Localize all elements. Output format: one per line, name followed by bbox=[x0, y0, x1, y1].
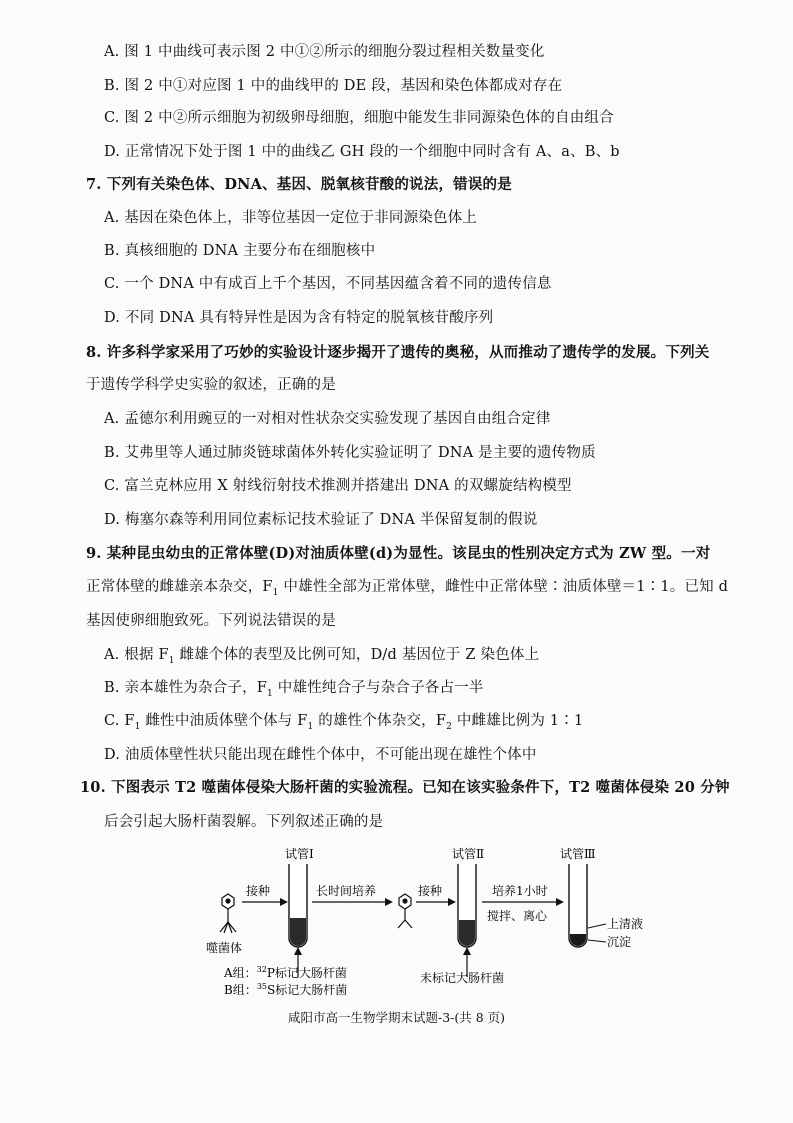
q6-option-d: D. 正常情况下处于图 1 中的曲线乙 GH 段的一个细胞中同时含有 A、a、B、b bbox=[104, 144, 620, 160]
q8-stem-line1: 8. 许多科学家采用了巧妙的实验设计逐步揭开了遗传的奥秘，从而推动了遗传学的发展。下列关 bbox=[86, 344, 710, 361]
q6-option-b: B. 图 2 中①对应图 1 中的曲线甲的 DE 段，基因和染色体都成对存在 bbox=[104, 78, 563, 94]
long-culture-label: 长时间培养 bbox=[316, 884, 377, 898]
arrow-head-4 bbox=[556, 898, 564, 906]
test-tube-1 bbox=[289, 864, 307, 947]
group-a-label: A组：$^{32}$P标记大肠杆菌 bbox=[224, 965, 347, 980]
supernatant-pointer bbox=[588, 924, 606, 928]
q6-option-a: A. 图 1 中曲线可表示图 2 中①②所示的细胞分裂过程相关数量变化 bbox=[104, 44, 545, 60]
phage-label: 噬菌体 bbox=[206, 941, 243, 955]
supernatant-label: 上清液 bbox=[607, 917, 644, 931]
arrow-head-2 bbox=[385, 898, 393, 906]
q9-option-d: D. 油质体壁性状只能出现在雌性个体中，不可能出现在雄性个体中 bbox=[104, 747, 537, 763]
arrow-up-head-2 bbox=[463, 947, 471, 955]
q9-stem-line2: 正常体壁的雌雄亲本杂交，$F_1$ 中雄性全部为正常体壁，雌性中正常体壁∶油质体壁＝1∶1。已知 d bbox=[86, 579, 729, 598]
arrow-head-1 bbox=[280, 898, 288, 906]
q9-option-a: A. 根据 $F_1$ 雌雄个体的表型及比例可知，D/d 基因位于 Z 染色体上 bbox=[104, 647, 540, 666]
q7-option-d: D. 不同 DNA 具有特异性是因为含有特定的脱氧核苷酸序列 bbox=[104, 310, 494, 326]
sediment-pointer bbox=[588, 940, 606, 942]
q8-option-d: D. 梅塞尔森等利用同位素标记技术验证了 DNA 半保留复制的假说 bbox=[104, 512, 538, 528]
q9-option-b: B. 亲本雄性为杂合子，$F_1$ 中雄性纯合子与杂合子各占一半 bbox=[104, 680, 484, 699]
q8-option-c: C. 富兰克林应用 X 射线衍射技术推测并搭建出 DNA 的双螺旋结构模型 bbox=[104, 478, 572, 494]
q8-option-b: B. 艾弗里等人通过肺炎链球菌体外转化实验证明了 DNA 是主要的遗传物质 bbox=[104, 445, 596, 461]
q6-option-c: C. 图 2 中②所示细胞为初级卵母细胞，细胞中能发生非同源染色体的自由组合 bbox=[104, 110, 614, 126]
inoculate-label-1: 接种 bbox=[246, 884, 271, 898]
test-tube-3 bbox=[569, 864, 587, 947]
q9-stem-line3: 基因使卵细胞致死。下列说法错误的是 bbox=[86, 613, 336, 629]
unlabeled-ecoli-label: 未标记大肠杆菌 bbox=[420, 971, 505, 985]
q7-option-b: B. 真核细胞的 DNA 主要分布在细胞核中 bbox=[104, 243, 376, 259]
test-tube-2 bbox=[458, 864, 476, 947]
group-b-label: B组：$^{35}$S标记大肠杆菌 bbox=[224, 982, 348, 997]
arrow-head-3 bbox=[448, 898, 456, 906]
q7-stem: 7. 下列有关染色体、DNA、基因、脱氧核苷酸的说法，错误的是 bbox=[86, 176, 512, 193]
tube3-label: 试管Ⅲ bbox=[560, 847, 596, 861]
q10-stem-line2: 后会引起大肠杆菌裂解。下列叙述正确的是 bbox=[104, 814, 384, 830]
phage-icon-2 bbox=[398, 894, 412, 928]
tube1-label: 试管Ⅰ bbox=[285, 847, 314, 861]
tube2-label: 试管Ⅱ bbox=[452, 847, 485, 861]
q10-stem-line1: 10. 下图表示 T2 噬菌体侵染大肠杆菌的实验流程。已知在该实验条件下，T2 噬菌体侵染 20 分钟 bbox=[80, 779, 730, 796]
sediment-label: 沉淀 bbox=[607, 935, 632, 949]
q8-option-a: A. 孟德尔利用豌豆的一对相对性状杂交实验发现了基因自由组合定律 bbox=[104, 411, 551, 427]
q7-option-a: A. 基因在染色体上，非等位基因一定位于非同源染色体上 bbox=[104, 210, 478, 226]
q9-option-c: C. $F_1$ 雌性中油质体壁个体与 $F_1$ 的雄性个体杂交，$F_2$ 中雌雄比例为 1∶1 bbox=[104, 713, 584, 732]
q9-stem-line1: 9. 某种昆虫幼虫的正常体壁(D)对油质体壁(d)为显性。该昆虫的性别决定方式为 ZW 型。一对 bbox=[86, 545, 711, 562]
culture-1h-label: 培养1小时 bbox=[492, 884, 548, 898]
q8-stem-line2: 于遗传学科学史实验的叙述，正确的是 bbox=[86, 377, 336, 393]
phage-experiment-diagram bbox=[0, 840, 793, 1000]
arrow-up-head-1 bbox=[294, 947, 302, 955]
phage-icon bbox=[220, 894, 236, 933]
inoculate-label-2: 接种 bbox=[418, 884, 443, 898]
q7-option-c: C. 一个 DNA 中有成百上千个基因，不同基因蕴含着不同的遗传信息 bbox=[104, 276, 552, 292]
page-footer: 咸阳市高一生物学期末试题-3-(共 8 页) bbox=[287, 1010, 506, 1025]
stir-centrifuge-label: 搅拌、离心 bbox=[487, 909, 548, 923]
